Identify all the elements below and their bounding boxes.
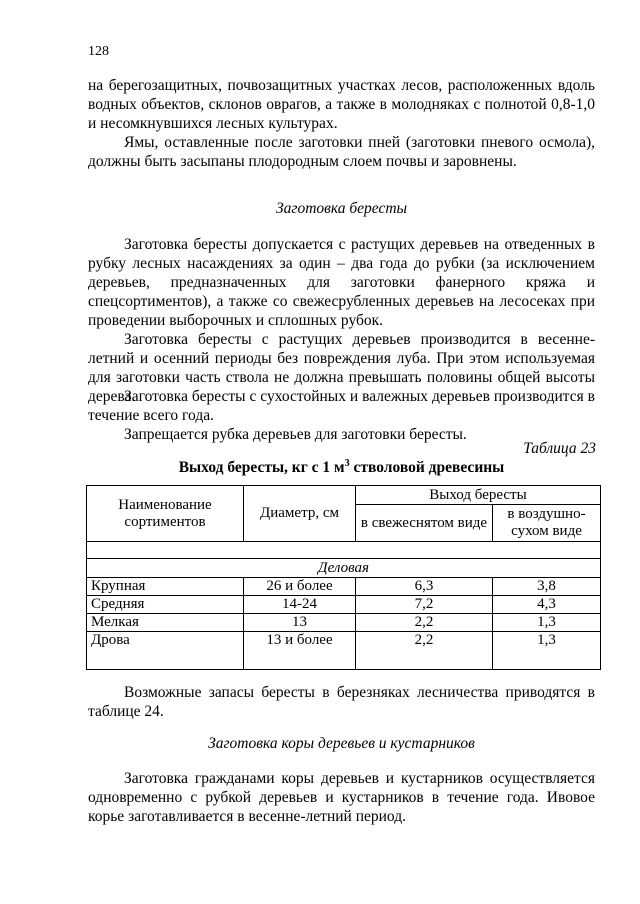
row-dry: 1,3 xyxy=(493,632,601,670)
shrubs-paragraph-1: Заготовка гражданами коры деревьев и кустарников осуществляется одновременно с рубкой деревьев и кустарников в течение года. Ивовое корье заготавливается в весенне-летний период. xyxy=(88,770,595,825)
table-row xyxy=(87,596,601,614)
section-heading-bark-shrubs: Заготовка коры деревьев и кустарников xyxy=(208,735,475,752)
page-number: 128 xyxy=(88,44,109,59)
row-fresh: 2,2 xyxy=(356,614,493,632)
row-diameter: 13 и более xyxy=(244,632,356,670)
table-row xyxy=(87,632,601,670)
row-name: Крупная xyxy=(87,578,244,596)
table-row xyxy=(87,578,601,596)
table-row xyxy=(87,614,601,632)
bark-paragraph-3: Заготовка бересты с сухостойных и валежных деревьев производится в течение всего года. xyxy=(88,388,595,424)
header-yield: Выход бересты xyxy=(356,486,601,505)
table-caption: Таблица 23 xyxy=(523,440,596,457)
row-fresh: 6,3 xyxy=(356,578,493,596)
section-heading-bark: Заготовка бересты xyxy=(275,200,408,217)
after-table-paragraph: Возможные запасы бересты в березняках лесничества приводятся в таблице 24. xyxy=(88,684,595,720)
bark-paragraph-1: Заготовка бересты допускается с растущих деревьев на отведенных в рубку лесных насаждениях за один – два года до рубки (за исключением деревьев, предназначенных для заготовки фанерного кряжа и спецсортиментов), а также со свежесрубленных деревьев на лесосеках при проведении выборочных и сплошных рубок. xyxy=(88,236,595,329)
row-diameter: 13 xyxy=(244,614,356,632)
bark-paragraph-4: Запрещается рубка деревьев для заготовки бересты. xyxy=(124,426,467,443)
header-dry: в воздушно-сухом виде xyxy=(493,505,601,542)
row-diameter: 26 и более xyxy=(244,578,356,596)
bark-paragraph-2: Заготовка бересты с растущих деревьев производится в весенне-летний и осенний периоды без повреждения луба. При этом используемая для заготовки часть ствола не должна превышать половины общей высоты дерева. xyxy=(88,331,595,405)
row-fresh: 7,2 xyxy=(356,596,493,614)
table-spacer-row xyxy=(87,542,601,559)
row-fresh: 2,2 xyxy=(356,632,493,670)
header-name: Наименование сортиментов xyxy=(87,486,244,542)
row-dry: 1,3 xyxy=(493,614,601,632)
intro-paragraph-1: на берегозащитных, почвозащитных участках лесов, расположенных вдоль водных объектов, склонов оврагов, а также в молодняках с полнотой 0,8-1,0 и несомкнувшихся лесных культурах. xyxy=(88,77,595,132)
row-name: Мелкая xyxy=(87,614,244,632)
row-diameter: 14-24 xyxy=(244,596,356,614)
bark-yield-table xyxy=(86,485,601,670)
header-fresh: в свежеснятом виде xyxy=(356,505,493,542)
group-row: Деловая xyxy=(87,559,601,578)
row-dry: 3,8 xyxy=(493,578,601,596)
row-name: Дрова xyxy=(87,632,244,670)
row-dry: 4,3 xyxy=(493,596,601,614)
header-diameter: Диаметр, см xyxy=(244,486,356,542)
table-title: Выход бересты, кг с 1 $м^3$ стволовой древесины xyxy=(178,458,505,477)
row-name: Средняя xyxy=(87,596,244,614)
intro-paragraph-2: Ямы, оставленные после заготовки пней (заготовки пневого осмола), должны быть засыпаны плодородным слоем почвы и заровнены. xyxy=(88,134,595,170)
